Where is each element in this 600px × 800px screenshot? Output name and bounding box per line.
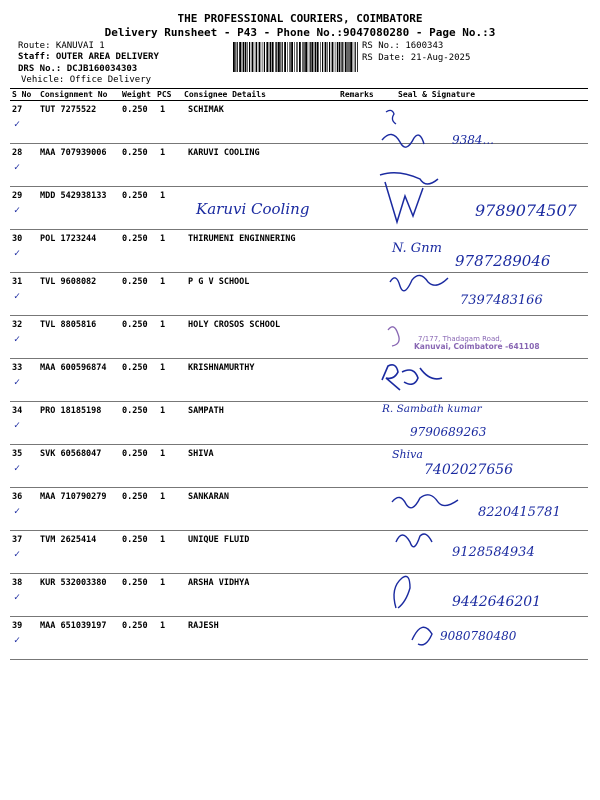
table-row: [10, 574, 588, 617]
cell-consignee: P G V SCHOOL: [188, 277, 250, 287]
delivered-tick-icon: ✓: [14, 334, 21, 345]
cell-pcs: 1: [160, 363, 166, 373]
cell-pcs: 1: [160, 277, 166, 287]
cell-consignee: SHIVA: [188, 449, 214, 459]
cell-weight: 0.250: [122, 191, 148, 201]
stamp-line1: 7/177, Thadagam Road,: [418, 335, 502, 343]
table-header: [10, 89, 588, 101]
cell-consignee: ARSHA VIDHYA: [188, 578, 250, 588]
cell-weight: 0.250: [122, 406, 148, 416]
cell-pcs: 1: [160, 191, 166, 201]
cell-cons: TUT 7275522: [40, 105, 97, 115]
table-row: [10, 531, 588, 574]
phone-37: 9128584934: [452, 545, 535, 560]
cell-weight: 0.250: [122, 277, 148, 287]
delivered-tick-icon: ✓: [14, 162, 21, 173]
cell-sno: 37: [12, 535, 23, 545]
cell-weight: 0.250: [122, 449, 148, 459]
delivered-tick-icon: ✓: [14, 592, 21, 603]
col-consignment: Consignment No: [40, 90, 108, 99]
cell-sno: 35: [12, 449, 23, 459]
runsheet-table: [10, 88, 588, 660]
delivered-tick-icon: ✓: [14, 377, 21, 388]
cell-weight: 0.250: [122, 148, 148, 158]
cell-sno: 31: [12, 277, 23, 287]
runsheet-subtitle: Delivery Runsheet - P43 - Phone No.:9047080280 - Page No.:3: [104, 26, 496, 39]
col-weight: Weight: [122, 90, 151, 99]
cell-sno: 39: [12, 621, 23, 631]
cell-consignee: KARUVI COOLING: [188, 148, 260, 158]
cell-weight: 0.250: [122, 578, 148, 588]
table-row: [10, 187, 588, 230]
delivered-tick-icon: ✓: [14, 463, 21, 474]
cell-cons: TVL 8805816: [40, 320, 97, 330]
cell-pcs: 1: [160, 449, 166, 459]
phone-31: 7397483166: [460, 293, 543, 308]
name-30: N. Gnm: [392, 241, 442, 256]
cell-weight: 0.250: [122, 535, 148, 545]
delivered-tick-icon: ✓: [14, 506, 21, 517]
cell-cons: TVL 9608082: [40, 277, 97, 287]
delivered-tick-icon: ✓: [14, 291, 21, 302]
drs-label: DRS No.: DCJB160034303: [18, 64, 138, 74]
cell-cons: MAA 600596874: [40, 363, 107, 373]
cell-sno: 30: [12, 234, 23, 244]
cell-consignee: HOLY CROSOS SCHOOL: [188, 320, 281, 330]
cell-cons: KUR 532003380: [40, 578, 107, 588]
delivered-tick-icon: ✓: [14, 205, 21, 216]
phone-30: 9787289046: [455, 252, 551, 270]
col-consignee: Consignee Details: [184, 90, 266, 99]
delivered-tick-icon: ✓: [14, 635, 21, 646]
cell-consignee: UNIQUE FLUID: [188, 535, 250, 545]
phone-29: 9789074507: [475, 201, 577, 220]
table-row: [10, 488, 588, 531]
cell-cons: SVK 60568047: [40, 449, 102, 459]
cell-pcs: 1: [160, 105, 166, 115]
cell-cons: MAA 651039197: [40, 621, 107, 631]
table-row: [10, 144, 588, 187]
cell-sno: 32: [12, 320, 23, 330]
table-row: [10, 230, 588, 273]
delivered-tick-icon: ✓: [14, 248, 21, 259]
table-row: [10, 359, 588, 402]
rs-date: RS Date: 21-Aug-2025: [362, 53, 471, 63]
phone-39: 9080780480: [440, 629, 517, 643]
company-title: THE PROFESSIONAL COURIERS, COIMBATORE: [177, 12, 423, 25]
cell-sno: 27: [12, 105, 23, 115]
name-35: Shiva: [392, 448, 423, 461]
cell-weight: 0.250: [122, 621, 148, 631]
cell-sno: 38: [12, 578, 23, 588]
table-row: [10, 316, 588, 359]
handwritten-consignee-29: Karuvi Cooling: [196, 200, 310, 218]
cell-pcs: 1: [160, 320, 166, 330]
table-row: [10, 445, 588, 488]
delivered-tick-icon: ✓: [14, 420, 21, 431]
rs-number: RS No.: 1600343: [362, 41, 444, 51]
route-label: Route: KANUVAI 1: [18, 41, 105, 51]
barcode: [233, 42, 358, 72]
cell-consignee: SAMPATH: [188, 406, 224, 416]
cell-weight: 0.250: [122, 363, 148, 373]
cell-pcs: 1: [160, 406, 166, 416]
name-34: R. Sambath kumar: [382, 403, 482, 415]
col-remarks: Remarks: [340, 90, 374, 99]
col-sno: S No: [12, 90, 32, 99]
table-row: [10, 617, 588, 660]
cell-weight: 0.250: [122, 492, 148, 502]
cell-sno: 36: [12, 492, 23, 502]
cell-cons: MAA 707939006: [40, 148, 107, 158]
table-row: [10, 402, 588, 445]
cell-pcs: 1: [160, 621, 166, 631]
cell-cons: TVM 2625414: [40, 535, 97, 545]
cell-consignee: RAJESH: [188, 621, 219, 631]
cell-consignee: THIRUMENI ENGINNERING: [188, 234, 296, 244]
phone-38: 9442646201: [452, 594, 542, 610]
delivered-tick-icon: ✓: [14, 119, 21, 130]
phone-36: 8220415781: [478, 505, 561, 520]
cell-consignee: SANKARAN: [188, 492, 229, 502]
cell-consignee: KRISHNAMURTHY: [188, 363, 255, 373]
col-pcs: PCS: [157, 90, 172, 99]
cell-weight: 0.250: [122, 105, 148, 115]
cell-pcs: 1: [160, 535, 166, 545]
cell-sno: 29: [12, 191, 23, 201]
cell-pcs: 1: [160, 234, 166, 244]
cell-cons: MAA 710790279: [40, 492, 107, 502]
phone-28: 9384...: [452, 133, 494, 147]
phone-34: 9790689263: [410, 425, 487, 439]
vehicle-label: Vehicle: Office Delivery: [21, 75, 152, 85]
cell-pcs: 1: [160, 492, 166, 502]
table-row: [10, 101, 588, 144]
cell-consignee: SCHIMAK: [188, 105, 224, 115]
cell-sno: 33: [12, 363, 23, 373]
cell-pcs: 1: [160, 578, 166, 588]
cell-cons: MDD 542938133: [40, 191, 107, 201]
phone-35: 7402027656: [424, 462, 514, 478]
cell-cons: PRO 18185198: [40, 406, 102, 416]
staff-label: Staff: OUTER AREA DELIVERY: [18, 52, 159, 62]
cell-sno: 34: [12, 406, 23, 416]
cell-pcs: 1: [160, 148, 166, 158]
table-row: [10, 273, 588, 316]
cell-sno: 28: [12, 148, 23, 158]
cell-weight: 0.250: [122, 320, 148, 330]
delivered-tick-icon: ✓: [14, 549, 21, 560]
stamp-line2: Kanuvai, Coimbatore -641108: [414, 342, 540, 351]
cell-weight: 0.250: [122, 234, 148, 244]
col-signature: Seal & Signature: [398, 90, 476, 99]
cell-cons: POL 1723244: [40, 234, 97, 244]
